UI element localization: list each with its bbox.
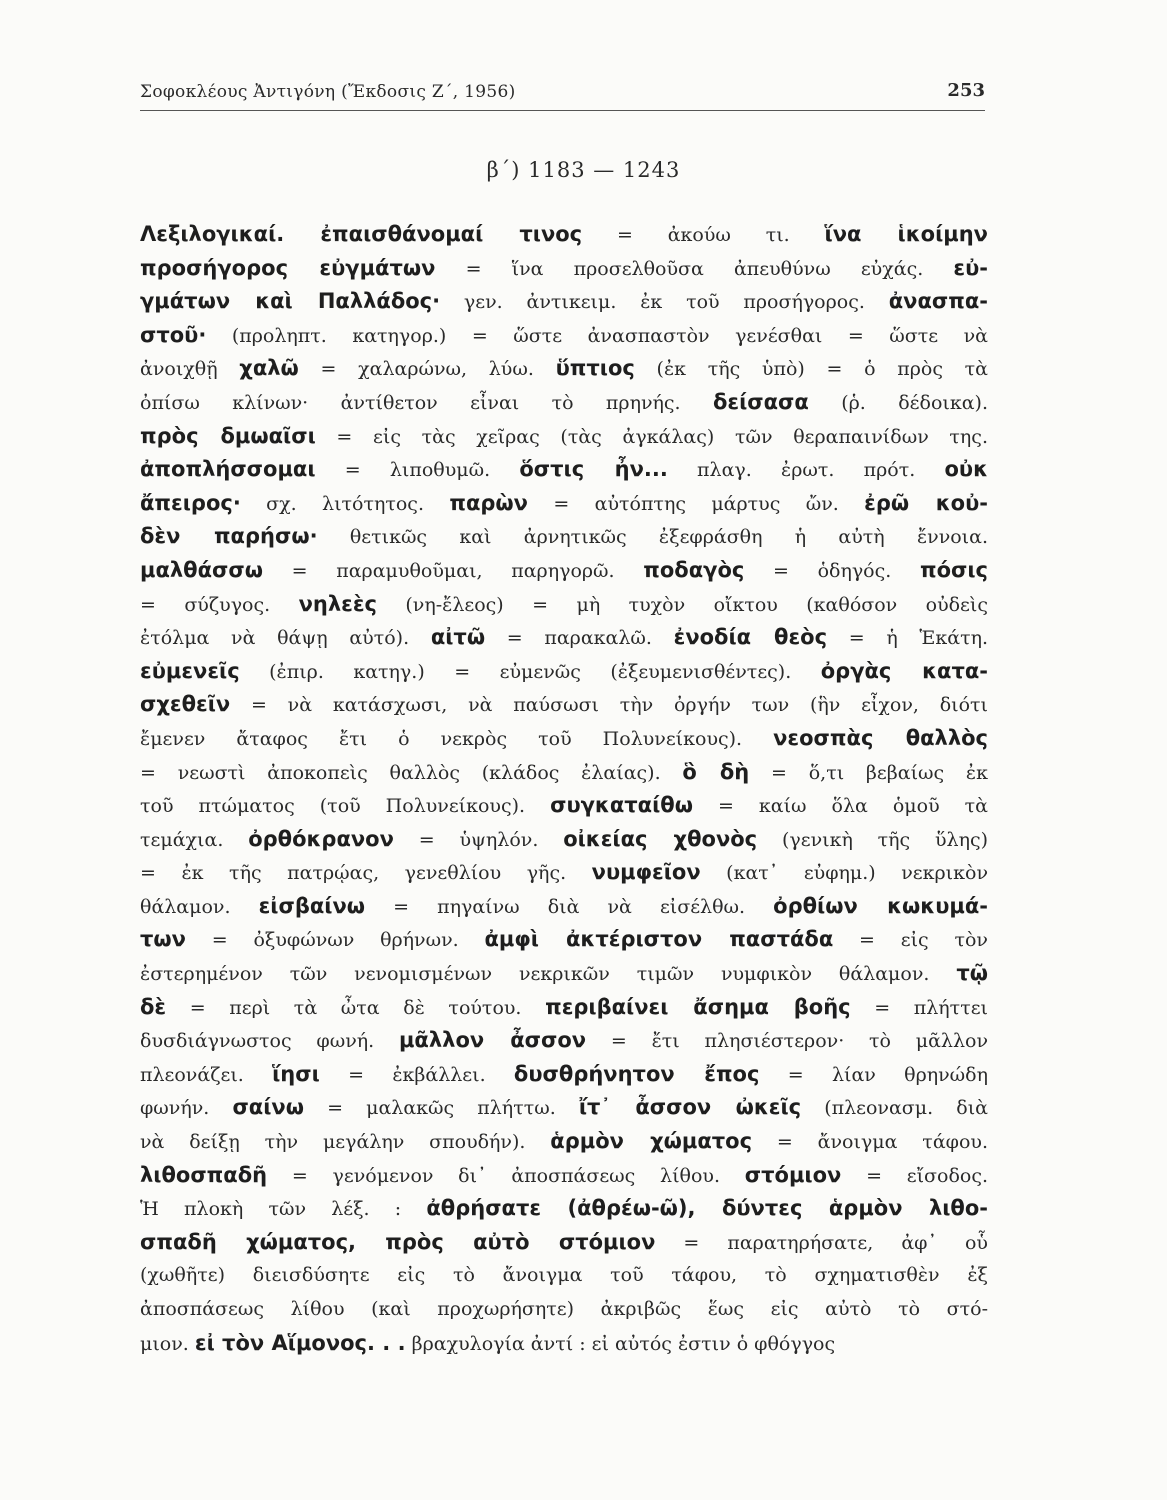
gloss-text: ἀποσπάσεως λίθου (καὶ προχωρήσητε) ἀκριβῶς ἕως εἰς αὐτὸ τὸ στό- <box>140 1298 988 1320</box>
gloss-text: = παραμυθοῦμαι, παρηγορῶ. <box>263 559 644 582</box>
gloss-text: = σύζυγος. <box>140 593 299 616</box>
lemma-term: ἄπειρος· <box>140 490 241 515</box>
lemma-term: γμάτων καὶ Παλλάδος· <box>140 289 441 314</box>
text-line <box>140 218 988 252</box>
gloss-text: τεμάχια. <box>140 828 249 851</box>
gloss-text: = εἰς τὰς χεῖρας (τὰς ἀγκάλας) τῶν θεραπαινίδων της. <box>315 425 988 448</box>
lemma-term: ὀργὰς κατα- <box>820 658 988 683</box>
lemma-term: ἀνασπα- <box>888 289 988 314</box>
gloss-text: πλεονάζει. <box>140 1063 273 1086</box>
lemma-term: περιβαίνει ἄσημα βοῆς <box>545 994 851 1019</box>
lemma-term: ποδαγὸς <box>643 557 745 582</box>
gloss-text: = ἄνοιγμα τάφου. <box>752 1131 988 1154</box>
gloss-text: βραχυλογία ἀντί : εἰ αὐτός ἐστιν ὁ φθόγγος <box>405 1332 836 1355</box>
text-line <box>140 487 988 521</box>
lemma-term: ἀθρήσατε (ἀθρέω-ῶ), δύντες ἁρμὸν λιθο- <box>426 1196 988 1221</box>
text-line <box>140 856 988 890</box>
gloss-text: = πηγαίνω διὰ νὰ εἰσέλθω. <box>365 895 774 918</box>
lemma-term: χαλῶ <box>239 356 299 381</box>
gloss-text: = ἵνα προσελθοῦσα ἀπευθύνω εὐχάς. <box>435 257 954 280</box>
lemma-term: οὐκ <box>944 457 988 482</box>
lemma-term: ὃ δὴ <box>682 759 750 784</box>
text-line <box>140 823 988 857</box>
text-line <box>140 688 988 722</box>
text-line <box>140 554 988 588</box>
gloss-text: ἀνοιχθῇ <box>140 358 240 381</box>
gloss-text: σχ. λιτότητος. <box>240 492 450 515</box>
lemma-term: ἐνοδία θεὸς <box>673 625 828 650</box>
gloss-text: = λίαν θρηνώδη <box>759 1063 988 1086</box>
gloss-text: ἐτόλμα νὰ θάψῃ αὐτό). <box>140 627 431 650</box>
gloss-text: φωνήν. <box>140 1097 233 1120</box>
lemma-term: ὀρθίων κωκυμά- <box>773 893 988 918</box>
lemma-term: δείσασα <box>712 389 809 414</box>
gloss-text: (ῥ. δέδοικα). <box>808 391 988 414</box>
text-line <box>140 789 988 823</box>
gloss-text: (νη-ἔλεος) = μὴ τυχὸν οἴκτου (καθόσον οὐδεὶς <box>376 593 988 616</box>
gloss-text: = ἡ Ἑκάτη. <box>827 627 988 650</box>
gloss-text: (γενικὴ τῆς ὕλης) <box>757 828 988 851</box>
gloss-text: = γενόμενον δι᾽ ἀποσπάσεως λίθου. <box>267 1164 745 1187</box>
gloss-text: = ἀκούω τι. <box>582 224 825 246</box>
gloss-text: = πλήττει <box>850 996 988 1019</box>
text-line <box>140 1259 988 1293</box>
lemma-term: σπαδῆ χώματος, πρὸς αὐτὸ στόμιον <box>140 1229 656 1254</box>
lemma-term: στοῦ· <box>140 322 207 347</box>
gloss-text: = νεωστὶ ἀποκοπεὶς θαλλὸς (κλάδος ἐλαίας). <box>140 761 683 784</box>
lemma-term: εὐμενεῖς <box>140 658 240 683</box>
gloss-text: = εἰς τὸν <box>833 929 988 952</box>
gloss-text: = λιποθυμῶ. <box>315 459 520 482</box>
text-line <box>140 991 988 1025</box>
lemma-term: των <box>140 927 186 952</box>
text-line <box>140 285 988 319</box>
text-line <box>140 1091 988 1125</box>
glossary-text <box>140 218 988 1360</box>
lemma-term: ἀμφὶ ἀκτέριστον παστάδα <box>484 927 834 952</box>
gloss-text: (ἐπιρ. κατηγ.) = εὐμενῶς (ἐξευμενισθέντες). <box>239 660 821 683</box>
lemma-term: μαλθάσσω <box>140 557 263 582</box>
lemma-term: πόσις <box>919 557 988 582</box>
gloss-text: (ἐκ τῆς ὑπὸ) = ὁ πρὸς τὰ <box>634 358 988 381</box>
lemma-term: μᾶλλον ἆσσον <box>398 1028 587 1053</box>
lemma-term: ἐρῶ κοὐ- <box>864 490 988 515</box>
lemma-term: ἀποπλήσσομαι <box>140 457 316 482</box>
text-line <box>140 1226 988 1260</box>
lemma-term: νηλεὲς <box>298 591 377 616</box>
lemma-term: παρὼν <box>449 490 528 515</box>
text-line <box>140 1293 988 1327</box>
gloss-text: (κατ᾽ εὐφημ.) νεκρικὸν <box>700 862 988 885</box>
lemma-term: Λεξιλογικαί. ἐπαισθάνομαί τινος <box>140 222 583 246</box>
section-title: β΄) 1183 — 1243 <box>486 158 681 182</box>
text-line <box>140 1159 988 1193</box>
gloss-text: = μαλακῶς πλήττω. <box>303 1097 579 1120</box>
lemma-term: αἰτῶ <box>430 625 486 650</box>
lemma-term: συγκαταίθω <box>550 793 693 818</box>
text-line <box>140 621 988 655</box>
lemma-term: σαίνω <box>232 1095 304 1120</box>
text-line <box>140 957 988 991</box>
text-line <box>140 1192 988 1226</box>
lemma-term: σχεθεῖν <box>140 692 231 717</box>
gloss-text: μιον. <box>140 1332 195 1355</box>
lemma-term: νυμφεῖον <box>591 860 701 885</box>
lemma-term: ἵνα ἱκοίμην <box>824 222 988 246</box>
lemma-term: πρὸς δμωαῖσι <box>140 423 316 448</box>
lemma-term: ὕπτιος <box>555 356 635 381</box>
gloss-text: = ἐκ τῆς πατρῴας, γενεθλίου γῆς. <box>140 862 592 885</box>
lemma-term: ἁρμὸν χώματος <box>550 1129 753 1154</box>
lemma-term: εὐ- <box>953 255 988 280</box>
text-line <box>140 252 988 286</box>
gloss-text: γεν. ἀντικειμ. ἐκ τοῦ προσήγορος. <box>440 291 889 314</box>
lemma-term: τῷ <box>956 961 988 986</box>
text-line <box>140 352 988 386</box>
gloss-text: = παρατηρήσατε, ἀφ᾽ οὗ <box>655 1231 988 1254</box>
lemma-term: προσήγορος εὐγμάτων <box>140 255 436 280</box>
gloss-text: = νὰ κατάσχωσι, νὰ παύσωσι τὴν ὀργήν των (ἣν εἶχον, διότι <box>230 694 988 717</box>
gloss-text: = ὁδηγός. <box>744 559 920 582</box>
gloss-text: = παρακαλῶ. <box>485 627 674 650</box>
lemma-term: ὀρθόκρανον <box>248 826 394 851</box>
lemma-term: δυσθρήνητον ἔπος <box>513 1061 760 1086</box>
lemma-term: οἰκείας χθονὸς <box>563 826 758 851</box>
gloss-text: = εἴσοδος. <box>841 1164 988 1187</box>
lemma-term: δὲν παρήσω· <box>140 524 318 549</box>
text-line <box>140 756 988 790</box>
lemma-term: στόμιον <box>744 1162 842 1187</box>
gloss-text: Ἡ πλοκὴ τῶν λέξ. : <box>140 1198 427 1221</box>
gloss-text: νὰ δείξῃ τὴν μεγάλην σπουδήν). <box>140 1131 551 1154</box>
gloss-text: = ἔτι πλησιέστερον· τὸ μᾶλλον <box>586 1030 988 1053</box>
text-line <box>140 1058 988 1092</box>
text-line <box>140 722 988 756</box>
text-line <box>140 386 988 420</box>
text-line <box>140 890 988 924</box>
text-line <box>140 655 988 689</box>
running-header <box>140 78 985 111</box>
text-line <box>140 1125 988 1159</box>
text-line <box>140 1327 988 1361</box>
lemma-term: εἰ τὸν Αἵμονος. . . <box>194 1330 406 1355</box>
text-line <box>140 923 988 957</box>
gloss-text: = περὶ τὰ ὦτα δὲ τούτου. <box>166 996 546 1019</box>
text-line <box>140 420 988 454</box>
lemma-term: εἰσβαίνω <box>258 893 366 918</box>
gloss-text: = ὅ,τι βεβαίως ἐκ <box>749 761 988 784</box>
gloss-text: (προληπτ. κατηγορ.) = ὥστε ἀνασπαστὸν γενέσθαι = ὥστε νὰ <box>206 324 988 347</box>
gloss-text: = χαλαρώνω, λύω. <box>298 358 556 381</box>
lemma-term: ὅστις ἦν... <box>519 457 668 482</box>
gloss-text: = ὀξυφώνων θρήνων. <box>185 929 485 952</box>
gloss-text: ἐστερημένον τῶν νενομισμένων νεκρικῶν τιμῶν νυμφικὸν θάλαμον. <box>140 963 957 986</box>
lemma-term: νεοσπὰς θαλλὸς <box>773 725 988 750</box>
text-line <box>140 319 988 353</box>
gloss-text: θετικῶς καὶ ἀρνητικῶς ἐξεφράσθη ἡ αὐτὴ ἔννοια. <box>317 526 988 549</box>
text-line <box>140 1024 988 1058</box>
gloss-text: = καίω ὅλα ὁμοῦ τὰ <box>692 795 988 818</box>
text-line <box>140 588 988 622</box>
lemma-term: ἵησι <box>272 1061 320 1086</box>
gloss-text: θάλαμον. <box>140 895 259 918</box>
gloss-text: (χωθῆτε) διεισδύσητε εἰς τὸ ἄνοιγμα τοῦ τάφου, τὸ σχηματισθὲν ἐξ <box>140 1264 988 1287</box>
gloss-text: = ὑψηλόν. <box>393 828 564 851</box>
page-number: 253 <box>947 80 985 101</box>
gloss-text: ἔμενεν ἄταφος ἔτι ὁ νεκρὸς τοῦ Πολυνείκους). <box>140 727 774 750</box>
lemma-term: ἴτ᾽ ἆσσον ὠκεῖς <box>578 1095 802 1120</box>
gloss-text: πλαγ. ἐρωτ. πρότ. <box>667 459 945 482</box>
gloss-text: τοῦ πτώματος (τοῦ Πολυνείκους). <box>140 795 551 818</box>
text-line <box>140 453 988 487</box>
gloss-text: ὀπίσω κλίνων· ἀντίθετον εἶναι τὸ πρηνής. <box>140 391 713 414</box>
gloss-text: = αὐτόπτης μάρτυς ὤν. <box>527 492 865 515</box>
lemma-term: δὲ <box>140 994 167 1019</box>
gloss-text: (πλεονασμ. διὰ <box>801 1097 988 1120</box>
gloss-text: = ἐκβάλλει. <box>319 1063 514 1086</box>
running-title: Σοφοκλέους Ἀντιγόνη (Ἔκδοσις Ζ΄, 1956) <box>140 82 516 102</box>
gloss-text: δυσδιάγνωστος φωνή. <box>140 1030 399 1053</box>
lemma-term: λιθοσπαδῆ <box>140 1162 268 1187</box>
text-line <box>140 520 988 554</box>
